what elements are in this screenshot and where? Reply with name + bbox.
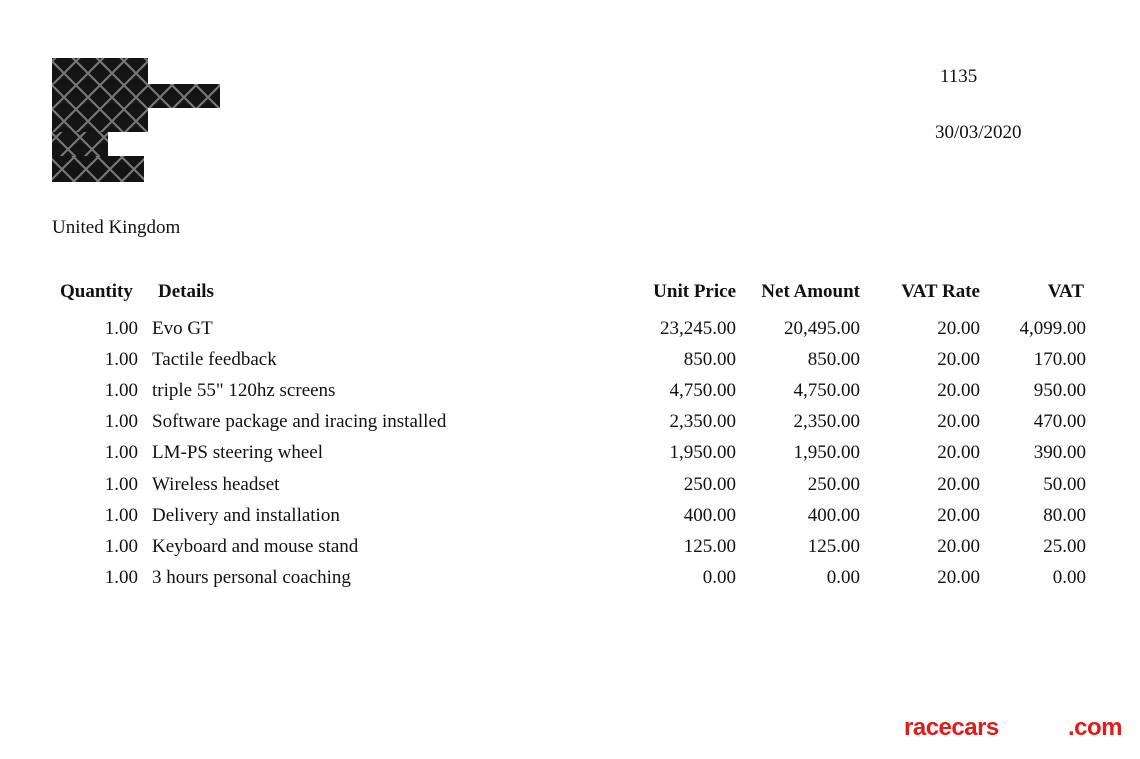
cell-quantity: 1.00 <box>104 442 138 463</box>
cell-details: Keyboard and mouse stand <box>152 536 359 557</box>
cell-quantity: 1.00 <box>104 536 138 557</box>
cell-net-amount: 4,750.00 <box>793 380 860 401</box>
cell-unit-price: 0.00 <box>702 567 736 588</box>
cell-vat: 390.00 <box>1033 442 1086 463</box>
cell-quantity: 1.00 <box>104 411 138 432</box>
cell-unit-price: 250.00 <box>683 474 736 495</box>
address-country: United Kingdom <box>52 217 181 238</box>
watermark-dotcom: .com <box>1068 714 1123 741</box>
redaction-block-wide <box>52 84 220 108</box>
cell-vat: 80.00 <box>1043 505 1086 526</box>
cell-details: 3 hours personal coaching <box>152 567 351 588</box>
cell-vat-rate: 20.00 <box>937 442 980 463</box>
header-unit-price: Unit Price <box>653 281 736 302</box>
cell-quantity: 1.00 <box>104 349 138 370</box>
header-vat-rate: VAT Rate <box>901 281 980 302</box>
cell-vat: 470.00 <box>1033 411 1086 432</box>
cell-details: Tactile feedback <box>152 349 277 370</box>
cell-details: Software package and iracing installed <box>152 411 447 432</box>
header-quantity: Quantity <box>60 281 133 302</box>
redaction-block-upper <box>52 58 148 84</box>
invoice-number: 1135 <box>940 66 978 87</box>
cell-net-amount: 400.00 <box>807 505 860 526</box>
cell-net-amount: 0.00 <box>826 567 860 588</box>
cell-unit-price: 2,350.00 <box>669 411 736 432</box>
cell-vat: 4,099.00 <box>1019 318 1086 339</box>
watermark-racecars: racecars <box>904 714 999 741</box>
cell-details: triple 55" 120hz screens <box>152 380 336 401</box>
cell-unit-price: 23,245.00 <box>660 318 736 339</box>
invoice-date: 30/03/2020 <box>935 122 1022 143</box>
cell-net-amount: 2,350.00 <box>793 411 860 432</box>
cell-quantity: 1.00 <box>104 567 138 588</box>
redaction-block-middle <box>52 108 148 132</box>
cell-vat-rate: 20.00 <box>937 505 980 526</box>
cell-vat: 170.00 <box>1033 349 1086 370</box>
cell-net-amount: 20,495.00 <box>784 318 860 339</box>
cell-net-amount: 850.00 <box>807 349 860 370</box>
redaction-block-stem <box>52 132 108 156</box>
cell-unit-price: 125.00 <box>683 536 736 557</box>
cell-net-amount: 1,950.00 <box>793 442 860 463</box>
cell-unit-price: 1,950.00 <box>669 442 736 463</box>
cell-vat: 0.00 <box>1052 567 1086 588</box>
cell-unit-price: 4,750.00 <box>669 380 736 401</box>
cell-unit-price: 850.00 <box>683 349 736 370</box>
cell-quantity: 1.00 <box>104 505 138 526</box>
cell-details: LM-PS steering wheel <box>152 442 323 463</box>
cell-vat: 25.00 <box>1043 536 1086 557</box>
cell-vat-rate: 20.00 <box>937 536 980 557</box>
cell-quantity: 1.00 <box>104 318 138 339</box>
header-net-amount: Net Amount <box>761 281 860 302</box>
redaction-block-lower <box>52 156 144 182</box>
cell-vat-rate: 20.00 <box>937 474 980 495</box>
cell-net-amount: 250.00 <box>807 474 860 495</box>
cell-details: Wireless headset <box>152 474 280 495</box>
cell-vat-rate: 20.00 <box>937 411 980 432</box>
cell-quantity: 1.00 <box>104 380 138 401</box>
header-vat: VAT <box>1047 281 1084 302</box>
cell-vat-rate: 20.00 <box>937 567 980 588</box>
cell-details: Delivery and installation <box>152 505 340 526</box>
cell-quantity: 1.00 <box>104 474 138 495</box>
cell-vat: 50.00 <box>1043 474 1086 495</box>
cell-net-amount: 125.00 <box>807 536 860 557</box>
cell-vat-rate: 20.00 <box>937 349 980 370</box>
header-details: Details <box>158 281 214 302</box>
cell-unit-price: 400.00 <box>683 505 736 526</box>
cell-vat: 950.00 <box>1033 380 1086 401</box>
cell-details: Evo GT <box>152 318 213 339</box>
cell-vat-rate: 20.00 <box>937 380 980 401</box>
cell-vat-rate: 20.00 <box>937 318 980 339</box>
